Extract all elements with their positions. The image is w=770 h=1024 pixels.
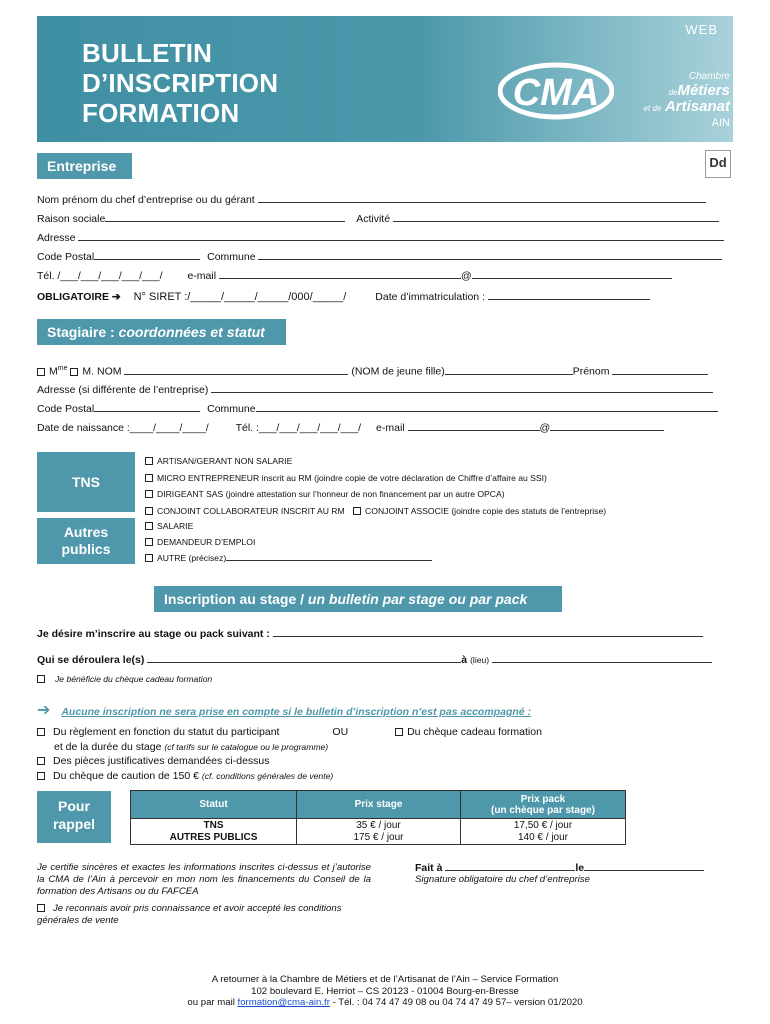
warning-row: ➔ Aucune inscription ne sera prise en compte si le bulletin d’inscription n’est pas accompagné :: [37, 702, 532, 719]
stagiaire-email-field[interactable]: [408, 422, 540, 431]
adresse-row: Adresse: [37, 232, 731, 244]
dates-field[interactable]: [147, 654, 461, 663]
chambre-logo-text: Chambre deMétiers et de Artisanat: [643, 71, 730, 115]
signature-label: Signature obligatoire du chef d’entreprise: [415, 874, 590, 885]
commune-field[interactable]: [258, 251, 722, 260]
adresse-field[interactable]: [78, 232, 724, 241]
deroulera-row: Qui se déroulera le(s) à (lieu): [37, 654, 731, 666]
mme-checkbox[interactable]: [37, 368, 45, 376]
title-line-3: FORMATION: [82, 98, 240, 128]
cp-row: Code Postal Commune: [37, 251, 731, 263]
cgv-row[interactable]: Je reconnais avoir pris connaissance et avoir accepté les conditions générales de vente: [37, 903, 342, 926]
svg-text:CMA: CMA: [512, 72, 600, 114]
siret-field[interactable]: N° SIRET :/_____/_____/_____/000/_____/: [133, 291, 347, 303]
web-label: WEB: [685, 22, 718, 37]
tns-option-associe[interactable]: CONJOINT ASSOCIE (joindre copie des statuts de l’entreprise): [353, 506, 606, 516]
pieces-list: Du règlement en fonction du statut du participant OU Du chèque cadeau formation et de la durée du stage (cf tarifs sur le catalogue ou le programme) Des pièces justificatives demandées ci-dessus Du chèque de caution de 150 € (cf. conditions générales de vente): [37, 725, 731, 783]
nom-chef-field[interactable]: [258, 194, 706, 203]
date-naissance-field[interactable]: Date de naissance :____/____/____/: [37, 422, 209, 434]
certification-text: Je certifie sincères et exactes les informations inscrites ci-dessus et j’autorise la CMA de l’Ain à percevoir en mon nom les financements du Conseil de la formation des Artisans ou du FAFCEA: [37, 862, 371, 897]
cma-logo-icon: [498, 62, 614, 120]
stage-field[interactable]: [273, 628, 703, 637]
stagiaire-commune-field[interactable]: [256, 403, 718, 412]
tns-option[interactable]: DIRIGEANT SAS (joindre attestation sur l’honneur de non financement par un autre OPCA): [145, 486, 735, 503]
tel-field[interactable]: Tél. /___/___/___/___/___/: [37, 270, 163, 282]
stagiaire-email-domain-field[interactable]: [550, 422, 664, 431]
desire-row: Je désire m’inscrire au stage ou pack suivant :: [37, 628, 731, 640]
page-title: [82, 38, 278, 128]
inscription-heading: Inscription au stage / un bulletin par stage ou par pack: [154, 586, 562, 612]
code-postal-field[interactable]: [94, 251, 200, 260]
tel-row: Tél. /___/___/___/___/___/ e-mail @: [37, 270, 731, 282]
email-link[interactable]: formation@cma-ain.fr: [237, 997, 330, 1008]
stagiaire-code-postal-field[interactable]: [94, 403, 200, 412]
footer: A retourner à la Chambre de Métiers et de l’Artisanat de l’Ain – Service Formation 102 boulevard E. Herriot – CS 20123 - 01004 Bourg-en-Bresse ou par mail formation@cma-ain.fr - Tél. : 04 74 47 49 08 ou 04 74 47 49 57– version 01/2020: [187, 974, 583, 1008]
m-checkbox[interactable]: [70, 368, 78, 376]
ain-label: AIN: [711, 117, 730, 129]
stagiaire-nom-row: $M^{me}$ M. NOM (NOM de jeune fille) Prénom: [37, 365, 731, 378]
autres-option[interactable]: AUTRE (précisez): [145, 550, 595, 566]
table-row: AUTRES PUBLICS 175 € / jour 140 € / jour: [131, 832, 626, 845]
tns-options: [145, 453, 735, 519]
nom-field[interactable]: [124, 366, 348, 375]
fait-a-field[interactable]: [445, 862, 575, 871]
cheque-cadeau-checkbox[interactable]: [37, 675, 45, 683]
raison-field[interactable]: [105, 213, 345, 222]
date-field[interactable]: [584, 862, 704, 871]
autre-precisez-field[interactable]: [226, 552, 432, 561]
tns-option[interactable]: CONJOINT COLLABORATEUR INSCRIT AU RM: [145, 506, 345, 516]
reglement-checkbox[interactable]: [37, 728, 45, 736]
pour-rappel-label: Pour rappel: [37, 791, 111, 843]
table-row: TNS 35 € / jour 17,50 € / jour: [131, 819, 626, 832]
stagiaire-tel-field[interactable]: Tél. :___/___/___/___/___/: [235, 422, 362, 434]
autres-publics-label: Autres publics: [37, 518, 135, 564]
pieces-checkbox[interactable]: [37, 757, 45, 765]
tns-option[interactable]: MICRO ENTREPRENEUR inscrit au RM (joindre copie de votre déclaration de Chiffre d’affaire au SSI): [145, 470, 735, 487]
cheque-cadeau-row[interactable]: Je bénéficie du chèque cadeau formation: [37, 674, 731, 684]
email-field[interactable]: [219, 270, 461, 279]
cgv-checkbox[interactable]: [37, 904, 45, 912]
autres-options: [145, 518, 595, 566]
activite-field[interactable]: [393, 213, 719, 222]
dd-logo-icon: Dd: [705, 150, 731, 178]
date-immat-field[interactable]: [488, 291, 650, 300]
stagiaire-adresse-row: Adresse (si différente de l’entreprise): [37, 384, 731, 396]
col-statut: Statut: [131, 791, 297, 819]
autres-option[interactable]: DEMANDEUR D’EMPLOI: [145, 534, 595, 550]
caution-checkbox[interactable]: [37, 772, 45, 780]
email-domain-field[interactable]: [472, 270, 672, 279]
nom-jeune-fille-field[interactable]: [445, 366, 573, 375]
raison-row: Raison sociale Activité: [37, 213, 731, 225]
cheque-cadeau-2-checkbox[interactable]: [395, 728, 403, 736]
stagiaire-adresse-field[interactable]: [211, 384, 713, 393]
tarifs-table: [130, 790, 626, 845]
stagiaire-cp-row: Code Postal Commune: [37, 403, 731, 415]
siret-row: OBLIGATOIRE ➔ N° SIRET :/_____/_____/_____/000/_____/ Date d’immatriculation :: [37, 291, 731, 303]
arrow-icon: ➔: [37, 702, 51, 719]
tns-label: TNS: [37, 452, 135, 512]
title-line-1: BULLETIN: [82, 38, 213, 68]
tns-option[interactable]: ARTISAN/GERANT NON SALARIE: [145, 453, 735, 470]
stagiaire-naissance-row: Date de naissance :____/____/____/ Tél. :___/___/___/___/___/ e-mail @: [37, 422, 731, 434]
stagiaire-heading: Stagiaire : coordonnées et statut: [37, 319, 286, 345]
title-line-2: D’INSCRIPTION: [82, 68, 279, 98]
nom-chef-row: Nom prénom du chef d’entreprise ou du gérant: [37, 194, 731, 206]
fait-row: Fait à le: [415, 862, 704, 874]
lieu-field[interactable]: [492, 654, 712, 663]
col-prix-pack: Prix pack (un chèque par stage): [461, 791, 626, 819]
prenom-field[interactable]: [612, 366, 708, 375]
autres-option[interactable]: SALARIE: [145, 518, 595, 534]
entreprise-heading: Entreprise: [37, 153, 132, 179]
col-prix-stage: Prix stage: [297, 791, 461, 819]
